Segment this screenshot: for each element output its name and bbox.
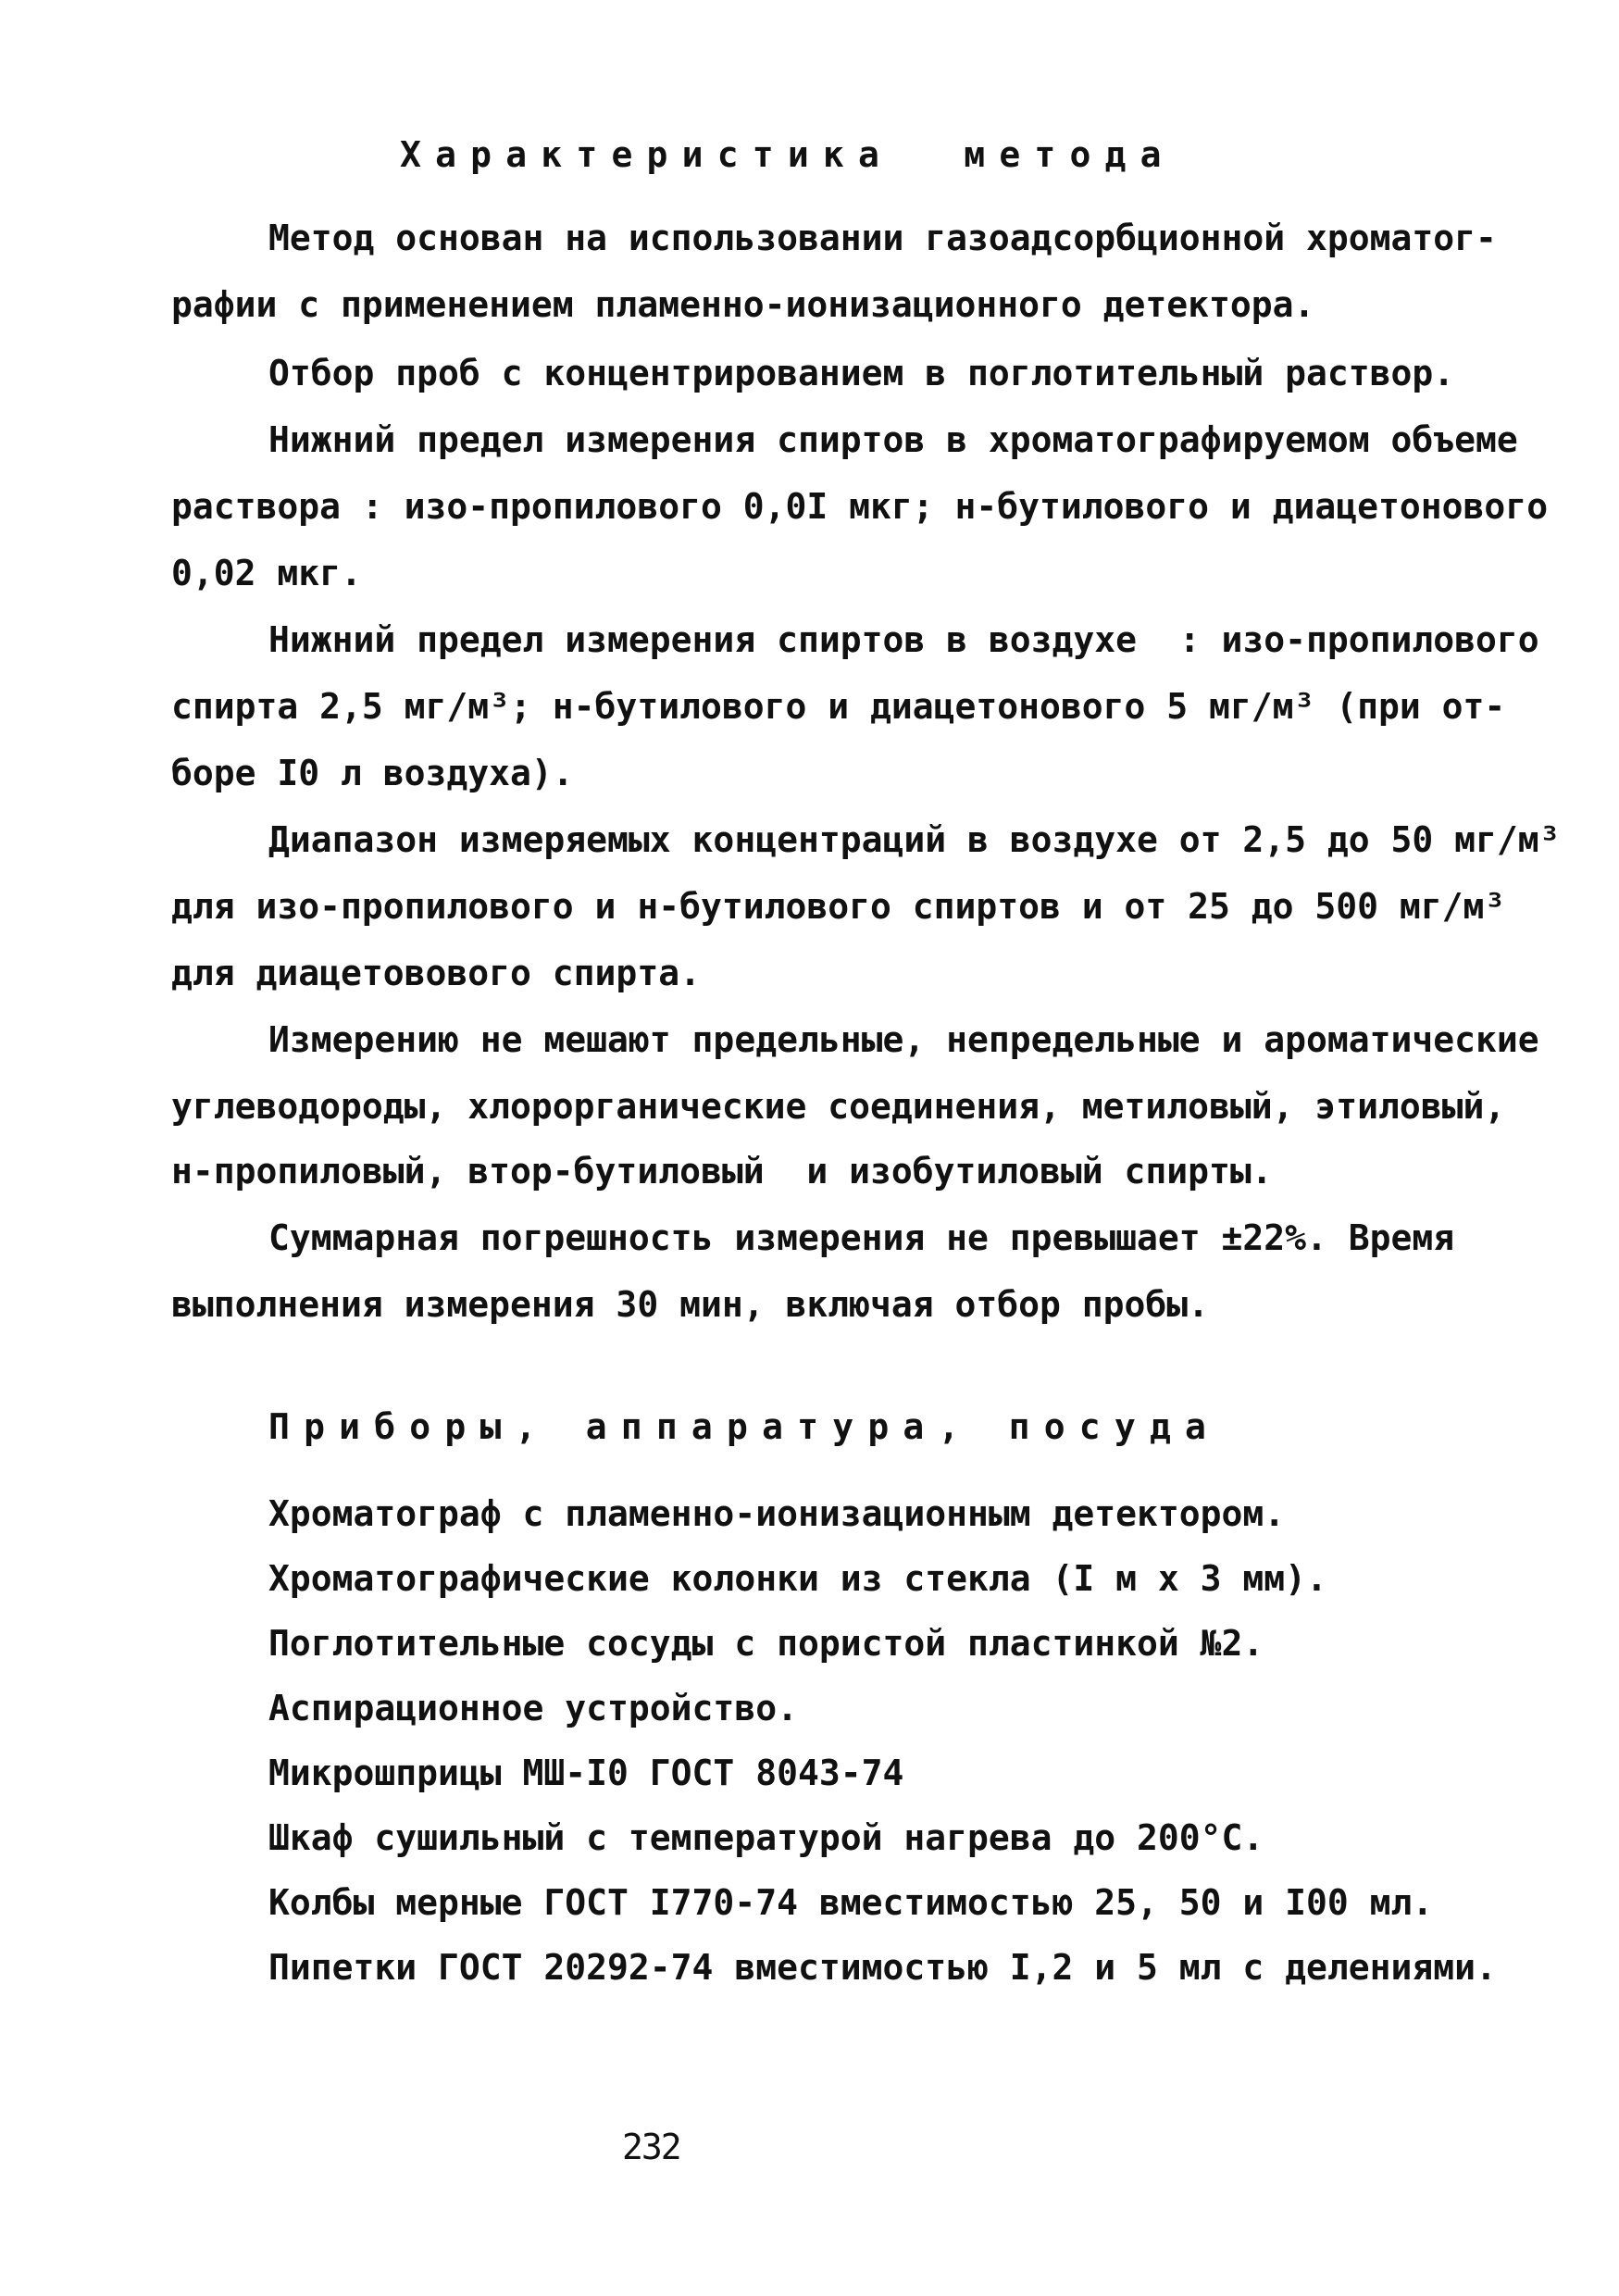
paragraph-line: для диацетовового спирта. [171,953,701,993]
paragraph-line: Нижний предел измерения спиртов в хроматографируемом объеме [268,419,1518,460]
section-heading-method: Характеристика метода [400,134,1176,175]
paragraph-line: боре I0 л воздуха). [171,753,574,793]
equipment-item: Шкаф сушильный с температурой нагрева до 200°С. [268,1817,1264,1858]
paragraph-line: Измерению не мешают предельные, непредельные и ароматические [268,1019,1539,1060]
section-heading-equipment: Приборы, аппаратура, посуда [268,1406,1221,1447]
paragraph-line: углеводороды, хлорорганические соединения, метиловый, этиловый, [171,1086,1506,1127]
page-number: 232 [622,2127,680,2167]
equipment-item: Хроматографические колонки из стекла (I м х 3 мм). [268,1558,1327,1599]
paragraph-line: Отбор проб с концентрированием в поглотительный раствор. [268,353,1455,393]
paragraph-line: 0,02 мкг. [171,553,362,593]
paragraph-line: рафии с применением пламенно-ионизационного детектора. [171,284,1315,325]
equipment-item: Колбы мерные ГОСТ I770-74 вместимостью 25, 50 и I00 мл. [268,1882,1434,1923]
paragraph-line: для изо-пропилового и н-бутилового спиртов и от 25 до 500 мг/м³ [171,886,1506,927]
equipment-item: Пипетки ГОСТ 20292-74 вместимостью I,2 и 5 мл с делениями. [268,1947,1497,1988]
paragraph-line: раствора : изо-пропилового 0,0I мкг; н-бутилового и диацетонового [171,486,1549,527]
paragraph-line: Нижний предел измерения спиртов в воздухе : изо-пропилового [268,619,1539,660]
paragraph-line: Диапазон измеряемых концентраций в воздухе от 2,5 до 50 мг/м³ [268,819,1561,860]
paragraph-line: н-пропиловый, втор-бутиловый и изобутиловый спирты. [171,1151,1273,1192]
equipment-item: Хроматограф с пламенно-ионизационным детектором. [268,1493,1286,1534]
equipment-item: Микрошприцы МШ-I0 ГОСТ 8043-74 [268,1753,904,1793]
paragraph-line: Метод основан на использовании газоадсорбционной хроматог- [268,218,1497,258]
paragraph-line: спирта 2,5 мг/м³; н-бутилового и диацетонового 5 мг/м³ (при от- [171,686,1506,727]
paragraph-line: Суммарная погрешность измерения не превышает ±22%. Время [268,1217,1455,1258]
paragraph-line: выполнения измерения 30 мин, включая отбор пробы. [171,1284,1210,1325]
equipment-item: Аспирационное устройство. [268,1688,798,1728]
equipment-item: Поглотительные сосуды с пористой пластинкой №2. [268,1623,1264,1664]
